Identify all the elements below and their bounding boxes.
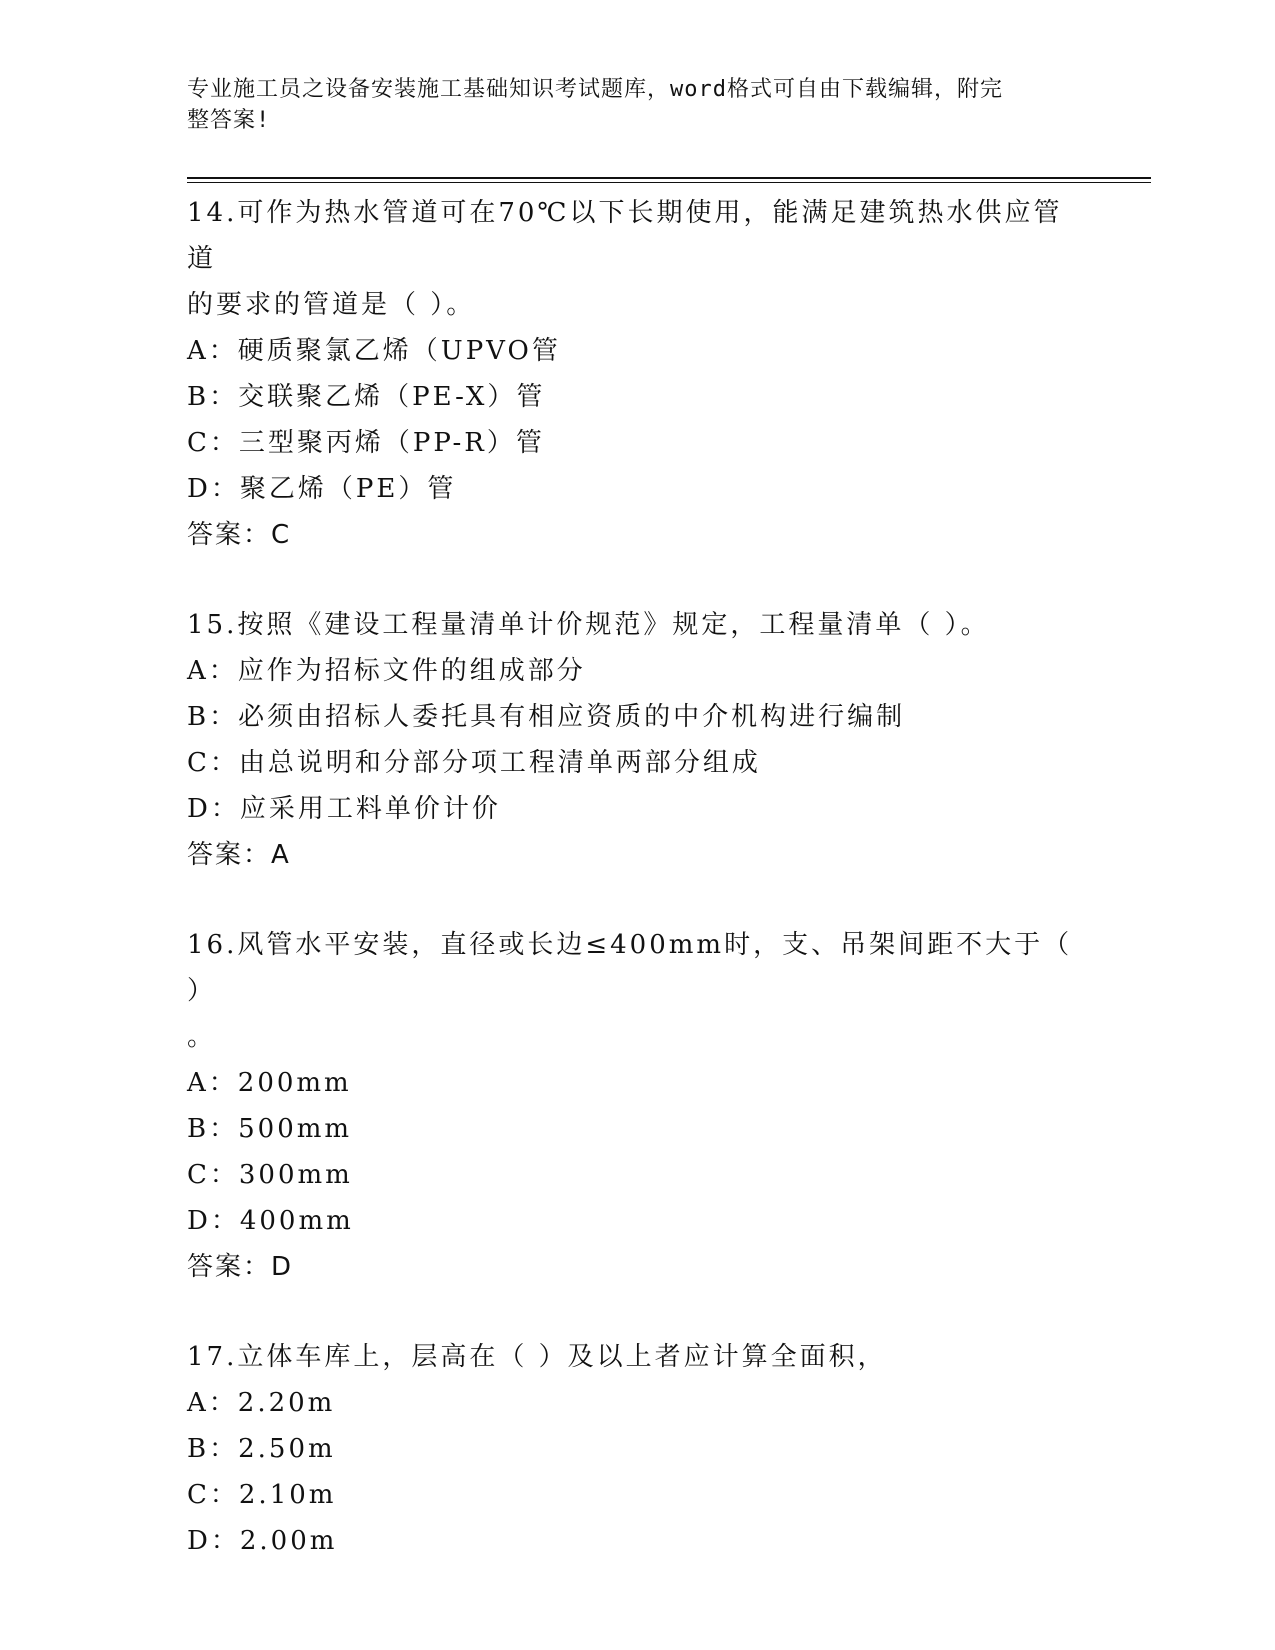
option-b: B：500mm: [187, 1114, 353, 1144]
option-c: C：三型聚丙烯（PP-R）管: [187, 428, 545, 458]
answer-line: 答案：D: [187, 1252, 294, 1282]
question-16: [187, 922, 1087, 1290]
header-divider-thin: [187, 182, 1151, 183]
option-c: C：由总说明和分部分项工程清单两部分组成: [187, 748, 761, 778]
option-d: D：2.00m: [187, 1526, 338, 1556]
option-d: D：400mm: [187, 1206, 354, 1236]
header-divider-thick: [187, 177, 1151, 179]
answer-line: 答案：C: [187, 520, 292, 550]
header-line-2: 整答案!: [187, 108, 271, 133]
answer-line: 答案：A: [187, 840, 291, 870]
option-a: A：应作为招标文件的组成部分: [187, 656, 586, 686]
question-stem-line: 17.立体车库上，层高在（ ）及以上者应计算全面积，: [187, 1342, 887, 1372]
question-15: [187, 602, 1087, 878]
option-b: B：2.50m: [187, 1434, 336, 1464]
document-header: [187, 74, 1087, 136]
question-stem-line: 的要求的管道是（ ）。: [187, 290, 476, 320]
option-a: A：硬质聚氯乙烯（UPVO管: [187, 336, 561, 366]
question-list: [187, 190, 1087, 1564]
question-14: [187, 190, 1087, 558]
option-c: C：300mm: [187, 1160, 353, 1190]
option-b: B：交联聚乙烯（PE-X）管: [187, 382, 546, 412]
header-line-1: 专业施工员之设备安装施工基础知识考试题库，word格式可自由下载编辑，附完: [187, 77, 1003, 102]
question-17: [187, 1334, 1087, 1564]
question-stem-line: 14.可作为热水管道可在70℃以下长期使用，能满足建筑热水供应管道: [187, 198, 1063, 274]
question-stem-line: 。: [187, 1022, 217, 1052]
option-b: B：必须由招标人委托具有相应资质的中介机构进行编制: [187, 702, 906, 732]
option-a: A：200mm: [187, 1068, 352, 1098]
option-a: A：2.20m: [187, 1388, 336, 1418]
option-d: D：聚乙烯（PE）管: [187, 474, 457, 504]
question-stem-line: 15.按照《建设工程量清单计价规范》规定，工程量清单（ ）。: [187, 610, 990, 640]
option-d: D：应采用工料单价计价: [187, 794, 501, 824]
option-c: C：2.10m: [187, 1480, 337, 1510]
question-stem-line: 16.风管水平安装，直径或长边≤400mm时，支、吊架间距不大于（ ）: [187, 930, 1073, 1006]
